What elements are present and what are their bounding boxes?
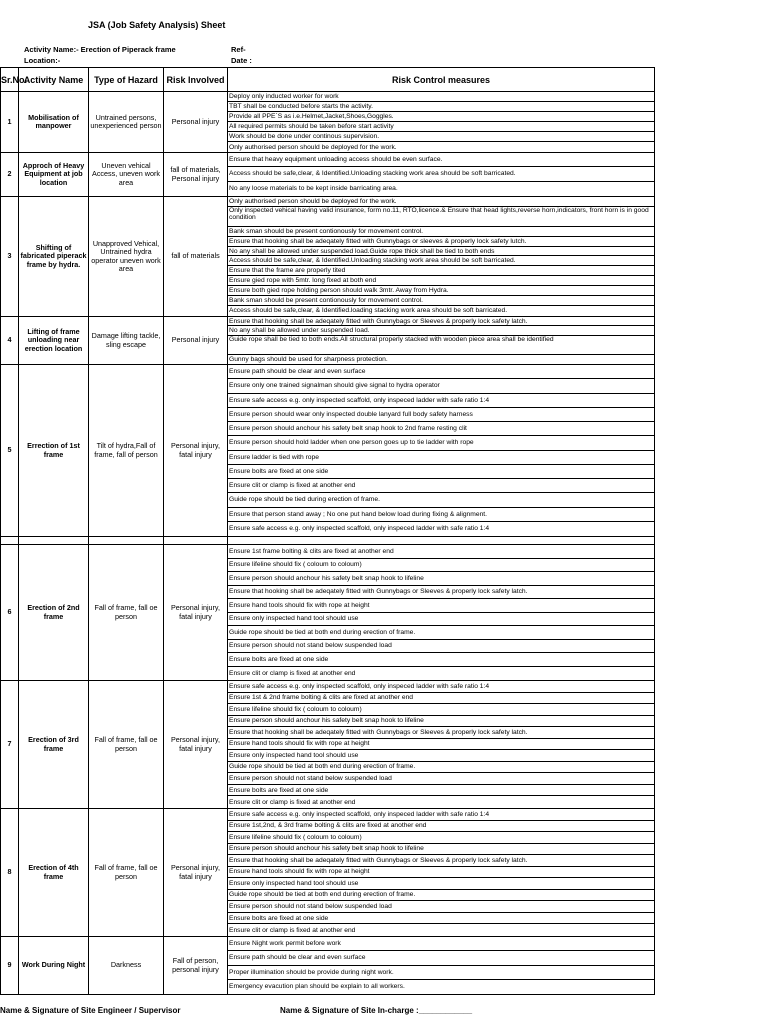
risk-involved-cell: fall of materials: [164, 197, 228, 317]
table-row: [1, 197, 655, 317]
col-header-srno: Sr.No.: [1, 68, 19, 92]
hazard-type-cell: Fall of frame, fall oe person: [89, 809, 164, 937]
ref-label: Ref-: [231, 45, 246, 54]
control-measure-item: Ensure that hooking shall be adeqately fitted with Gunnybags or Sleeves & properly lock safety latch.: [228, 586, 654, 600]
activity-name-cell: Errection of 1st frame: [19, 365, 89, 537]
hazard-type-cell: Damage lifting tackle, sling escape: [89, 317, 164, 365]
risk-involved-cell: Fall of person, personal injury: [164, 937, 228, 995]
incharge-signature-label: Name & Signature of Site In-charge :____________: [280, 1006, 473, 1015]
control-measure-item: Ensure hand tools should fix with rope at height: [228, 739, 654, 751]
table-row: [1, 317, 655, 365]
control-measure-item: Ensure that person stand away ; No one put hand below load during fixing & alignment.: [228, 508, 654, 522]
risk-involved-cell: Personal injury: [164, 92, 228, 153]
control-measure-item: Ensure hand tools should fix with rope at height: [228, 867, 654, 879]
gap-cell: [19, 537, 89, 545]
control-measure-item: Ensure safe access e.g. only inspected scaffold, only inspeced ladder with safe ratio 1:4: [229, 525, 490, 533]
control-measure-item: Ensure that hooking shall be adeqately fitted with Gunnybags or Sleeves & properly lock safety latch.: [228, 317, 654, 326]
sr-no-cell: 1: [1, 92, 19, 153]
risk-involved-cell: Personal injury: [164, 317, 228, 365]
table-row: [1, 545, 655, 681]
control-measure-item: Guide rope should be tied at both end during erection of frame.: [228, 762, 654, 774]
table-row: [1, 681, 655, 809]
control-measure-item: Ensure only one trained signalman should give signal to hydra operator: [228, 379, 654, 393]
table-row: [1, 92, 655, 153]
table-row: [1, 365, 655, 537]
control-measure-item: Ensure 1st & 2nd frame bolting & clits are fixed at another end: [228, 693, 654, 705]
control-measure-item: Ensure person should not stand below suspended load: [228, 640, 654, 654]
page-break-gap: [1, 537, 655, 545]
table-header-row: [1, 68, 655, 92]
location-label: Location:-: [24, 56, 61, 65]
control-measure-item: Deploy only inducted worker for work: [228, 92, 654, 102]
hazard-type-cell: Tilt of hydra,Fall of frame, fall of person: [89, 365, 164, 537]
control-measure-item: Ensure that the frame are properly tited: [228, 266, 654, 276]
col-header-measures: Risk Control measures: [228, 68, 655, 92]
hazard-type-cell: Fall of frame, fall oe person: [89, 545, 164, 681]
control-measure-item: No any shall be allowed under suspended load.: [228, 326, 654, 335]
control-measure-item: Ensure clit or clamp is fixed at another end: [229, 798, 356, 806]
control-measure-item: Ensure person should hold ladder when one person goes up to tie ladder with rope: [228, 436, 654, 450]
hazard-type-cell: Darkness: [89, 937, 164, 995]
hazard-type-cell: Unapproved Vehical, Untrained hydra operator uneven work area: [89, 197, 164, 317]
control-measure-item: Ensure lifeline should fix ( coloum to coloum): [228, 704, 654, 716]
risk-control-measures-cell: [228, 681, 655, 809]
control-measure-item: Ensure 1st,2nd, & 3rd frame bolting & clits are fixed at another end: [228, 821, 654, 833]
control-measure-item: Ensure that hooking shall be adeqately fitted with Gunnybags or Sleeves & properly lock safety latch.: [228, 855, 654, 867]
control-measure-item: Ensure safe access e.g. only inspected scaffold, only inspeced ladder with safe ratio 1:4: [228, 809, 654, 821]
sr-no-cell: 5: [1, 365, 19, 537]
activity-name: Activity Name:- Erection of Piperack frame: [24, 45, 176, 54]
control-measure-item: Ensure that hooking shall be adeqately fitted with Gunnybags or Sleeves & properly lock safety latch.: [228, 727, 654, 739]
control-measure-item: Ensure bolts are fixed at one side: [228, 653, 654, 667]
control-measure-item: Access should be safe,clear, & Identified.Unloading stacking work area should be soft barricated.: [228, 256, 654, 266]
date-label: Date :: [231, 56, 252, 65]
control-measure-item: All required permits should be taken before start activity: [228, 122, 654, 132]
activity-name-cell: Erection of 3rd frame: [19, 681, 89, 809]
activity-name-cell: Erection of 2nd frame: [19, 545, 89, 681]
risk-control-measures-cell: [228, 197, 655, 317]
control-measure-item: Ensure lifeline should fix ( coloum to coloum): [228, 832, 654, 844]
col-header-hazard: Type of Hazard: [89, 68, 164, 92]
control-measure-item: Ensure bolts are fixed at one side: [228, 465, 654, 479]
gap-cell: [164, 537, 228, 545]
jsa-grid: [0, 67, 655, 995]
activity-name-cell: Work During Night: [19, 937, 89, 995]
col-header-activity: Activity Name: [19, 68, 89, 92]
control-measure-item: Ensure person should not stand below suspended load: [228, 773, 654, 785]
control-measure-item: Ensure person should anchour his safety belt snap hook to 2nd frame resting clit: [228, 422, 654, 436]
sr-no-cell: 3: [1, 197, 19, 317]
gap-cell: [228, 537, 655, 545]
control-measure-item: Guide rope should be tied at both end during erection of frame.: [228, 626, 654, 640]
control-measure-item: Ensure 1st frame bolting & clits are fixed at another end: [228, 545, 654, 559]
control-measure-item: Ensure ladder is tied with rope: [228, 451, 654, 465]
control-measure-item: Ensure person should not stand below suspended load: [228, 901, 654, 913]
risk-involved-cell: Personal injury, fatal injury: [164, 681, 228, 809]
risk-involved-cell: fall of materials, Personal injury: [164, 153, 228, 197]
activity-name-cell: Shifting of fabricated piperack frame by hydra.: [19, 197, 89, 317]
control-measure-item: Ensure person should wear only inspected double lanyard full body safety harness: [228, 408, 654, 422]
hazard-type-cell: Untrained persons, unexperienced person: [89, 92, 164, 153]
control-measure-item: Ensure person should anchour his safety belt snap hook to lifeline: [228, 716, 654, 728]
activity-name-cell: Approch of Heavy Equipment at job location: [19, 153, 89, 197]
control-measure-item: Ensure bolts are fixed at one side: [228, 785, 654, 797]
risk-involved-cell: Personal injury, fatal injury: [164, 545, 228, 681]
activity-name-cell: Erection of 4th frame: [19, 809, 89, 937]
control-measure-item: Gunny bags should be used for sharpness protection.: [229, 355, 388, 363]
control-measure-item: Ensure bolts are fixed at one side: [228, 913, 654, 925]
risk-control-measures-cell: [228, 317, 655, 365]
control-measure-item: Proper illumination should be provide during night work.: [228, 966, 654, 980]
risk-involved-cell: Personal injury, fatal injury: [164, 365, 228, 537]
risk-control-measures-cell: [228, 937, 655, 995]
activity-name-cell: Mobilisation of manpower: [19, 92, 89, 153]
control-measure-item: Only authorised person should be deployed for the work.: [228, 197, 654, 207]
sr-no-cell: 9: [1, 937, 19, 995]
sr-no-cell: 6: [1, 545, 19, 681]
control-measure-item: Ensure that heavy equipment unloading access should be even surface.: [228, 153, 654, 167]
hazard-type-cell: Uneven vehical Access, uneven work area: [89, 153, 164, 197]
control-measure-item: Ensure clit or clamp is fixed at another end: [229, 926, 356, 934]
control-measure-item: Ensure path should be clear and even surface: [228, 365, 654, 379]
supervisor-signature-label: Name & Signature of Site Engineer / Supervisor: [0, 1006, 181, 1015]
control-measure-item: Ensure clit or clamp is fixed at another end: [229, 669, 356, 677]
control-measure-item: Ensure both gied rope holding person should walk 3mtr. Away from Hydra.: [228, 286, 654, 296]
table-row: [1, 153, 655, 197]
control-measure-item: Ensure person should anchour his safety belt snap hook to lifeline: [228, 844, 654, 856]
control-measure-item: Ensure clit or clamp is fixed at another end: [228, 479, 654, 493]
control-measure-item: Bank sman should be present contionously for movement control.: [228, 296, 654, 306]
col-header-risk: Risk Involved: [164, 68, 228, 92]
control-measure-item: No any loose materials to be kept inside barricating area.: [229, 185, 398, 193]
control-measure-item: Ensure hand tools should fix with rope at height: [228, 599, 654, 613]
control-measure-item: Guide rope should be tied during erection of frame.: [228, 493, 654, 507]
control-measure-item: Only authorised person should be deployed for the work.: [229, 143, 397, 151]
table-row: [1, 809, 655, 937]
control-measure-item: Ensure path should be clear and even surface: [228, 951, 654, 965]
control-measure-item: Guide rope should be tied at both end during erection of frame.: [228, 890, 654, 902]
sr-no-cell: 2: [1, 153, 19, 197]
sr-no-cell: 7: [1, 681, 19, 809]
control-measure-item: Ensure safe access e.g. only inspected scaffold, only inspeced ladder with safe ratio 1:4: [228, 394, 654, 408]
activity-name-cell: Lifting of frame unloading near erection location: [19, 317, 89, 365]
control-measure-item: Guide rope shall be tied to both ends.All structural properly stacked with wooden piece area shall be identified: [228, 336, 654, 355]
control-measure-item: Ensure person should anchour his safety belt snap hook to lifeline: [228, 572, 654, 586]
control-measure-item: Ensure only inspected hand tool should use: [228, 878, 654, 890]
control-measure-item: Provide all PPE`S as i.e.Helmet,Jacket,Shoes,Goggles.: [228, 112, 654, 122]
risk-involved-cell: Personal injury, fatal injury: [164, 809, 228, 937]
risk-control-measures-cell: [228, 809, 655, 937]
gap-cell: [89, 537, 164, 545]
control-measure-item: Ensure only inspected hand tool should use: [228, 613, 654, 627]
control-measure-item: Ensure Night work permit before work: [228, 937, 654, 951]
control-measure-item: Ensure gied rope with 5mtr. long fixed at both end: [228, 276, 654, 286]
control-measure-item: Emergency evacution plan should be explain to all workers.: [229, 983, 405, 991]
control-measure-item: Access should be safe,clear, & Identified.loading stacking work area should be soft barricated.: [229, 307, 508, 315]
hazard-type-cell: Fall of frame, fall oe person: [89, 681, 164, 809]
risk-control-measures-cell: [228, 153, 655, 197]
control-measure-item: Bank sman should be present contionously for movement control.: [228, 227, 654, 237]
sr-no-cell: 8: [1, 809, 19, 937]
gap-cell: [1, 537, 19, 545]
control-measure-item: Only inspected vehical having valid insurance, form no.11, RTO,licence.& Ensure that head lights,reverse horn,indicators, front horn is in good condition: [228, 207, 654, 227]
control-measure-item: Work should be done under continous supervision.: [228, 132, 654, 142]
sr-no-cell: 4: [1, 317, 19, 365]
control-measure-item: TBT shall be conducted before starts the activity.: [228, 102, 654, 112]
control-measure-item: Ensure safe access e.g. only inspected scaffold, only inspeced ladder with safe ratio 1:4: [228, 681, 654, 693]
control-measure-item: Ensure lifeline should fix ( coloum to coloum): [228, 559, 654, 573]
risk-control-measures-cell: [228, 92, 655, 153]
control-measure-item: Ensure only inspected hand tool should use: [228, 750, 654, 762]
risk-control-measures-cell: [228, 545, 655, 681]
control-measure-item: Ensure that hooking shall be adeqately fitted with Gunnybags or sleeves & properly lock safety lutch.: [228, 237, 654, 247]
risk-control-measures-cell: [228, 365, 655, 537]
control-measure-item: No any shall be allowed under suspended load.Guide rope thick shall be tied to both ends: [228, 247, 654, 257]
sheet-title: JSA (Job Safety Analysis) Sheet: [88, 20, 226, 30]
table-row: [1, 937, 655, 995]
control-measure-item: Access should be safe,clear, & Identified.Unloading stacking work area should be soft barricated.: [228, 167, 654, 181]
